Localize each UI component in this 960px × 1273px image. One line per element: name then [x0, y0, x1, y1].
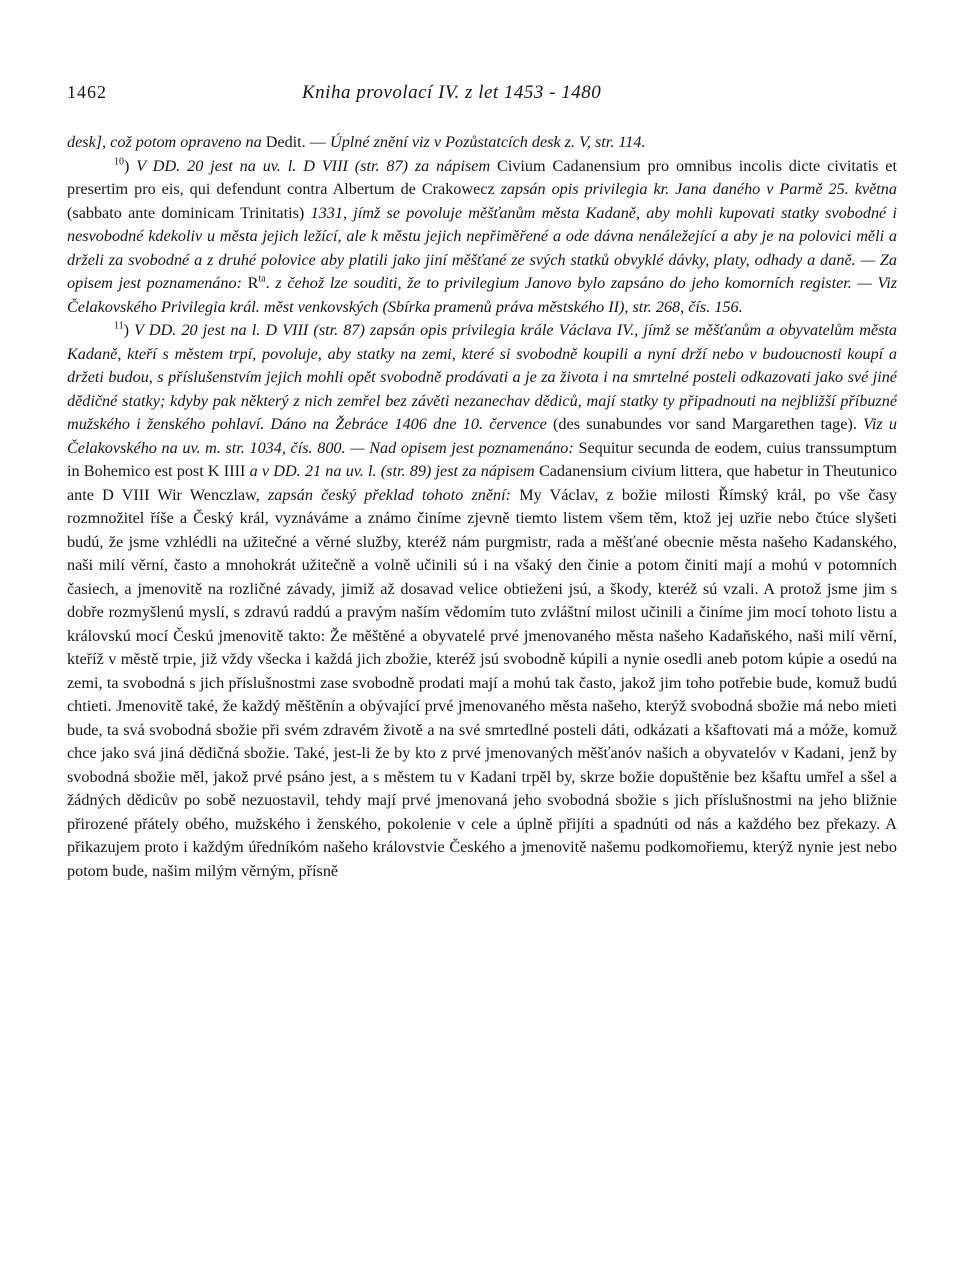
superscript-text: ta — [258, 273, 266, 285]
roman-text: Civium Cadanensium pro omnibus incolis dicte civitatis et presertim pro eis, qui defendunt contra Albertum de Crakowecz — [67, 156, 897, 198]
italic-text: desk], což potom opraveno na — [67, 133, 266, 151]
footnote-marker: 10 — [114, 156, 124, 168]
italic-text: z čehož lze souditi, že to privilegium Janovo bylo zapsáno do jeho komorních register. — Viz Čelakovského Privilegia král. měst venkovských (Sbírka pramenů práva městského II), str. 268, čís. 156. — [67, 274, 897, 316]
roman-text: . — [265, 274, 276, 292]
roman-text: Sequitur secunda de eodem, cuius transsumptum in Bohemico est post K IIII — [67, 438, 897, 480]
footnote-10 — [67, 155, 897, 320]
footnote-marker-paren: ) — [124, 156, 130, 175]
page-header — [67, 82, 897, 112]
roman-text: (sabbato ante dominicam Trinitatis) — [67, 203, 311, 222]
document-page — [67, 82, 897, 883]
footnote-11 — [67, 319, 897, 883]
roman-text: My Václav, z božie milosti Římský král, po vše časy rozmnožitel říše a Český král, vyznáváme a známo činíme zjevně tiemto listem všem těm, ktož jej uzřie nebo čtúce slyšeti budú, že jsme vzhlédli na užitečné a věrné služby, kteréž nám purgmistr, rada a měšťané obecnie města našeho Kadanského, naši milí věrní, často a mnohokrát užitečně a volně učinili sú i na všaký den činie a potom činiti mají a mohú v potomních časiech, a jmenovitě na rozličné závady, jimiž až dosavad velice obtieženi jsú, a škody, kteréž sú vzali. A protož jsme jim s dobře rozmyšlenú myslí, s zdravú raddú a pravým naším vědomím tuto zvláštní milost učinili a činíme jim mocí tohoto listu a královskú mocí Českú jmenovitě takto: Že měštěné a obyvatelé prvé jmenovaného města našeho Kadaňského, naši milí věrní, kteříž v městě trpie, již vždy všecka i každá jich zbožie, kteréž jsú svobodně kúpili a nynie osedli aneb potom kúpie a osedú na zemi, ta svobodná s jich příslušnostmi zase svobodně prodati mají a mohú tak často, jakož jim toho potřebie bude, komuž budú chtieti. Jmenovitě také, že každý měštěnín a obývající prvé jmenovaného města našeho, kterýž svobodná sbožie má nebo mieti bude, ta svá svobodná sbožie při svém zdravém životě a na své smrtedlné posteli dáti, odkázati a kšaftovati má a móže, komuž chce jako svá jiná dědičná sbožie. Také, jest-li že by kto z prvé jmenovaných měšťanóv našich a obyvatelóv v Kadani, jenž by svobodná sbožie měl, jakož prvé psáno jest, a s městem tu v Kadani trpěl by, skrze božie dopuštěnie bez kšaftu umřel a sšel a žádných dědicův po sobě nezuostavil, tehdy mají prvé jmenovaná jeho svobodná sbožie s jich příslušnostmi na jeho bližnie přirozené přátely obého, mužského i ženského, pokolenie v cele a úplně přijíti a spadnúti od nás a každého bez překazy. A přikazujem proto i každým úředníkóm našeho královstvie Českého a jmenovitě našemu podkomořiemu, kterýž nynie jest nebo potom bude, našim milým věrným, přísně — [67, 485, 898, 880]
italic-text: zapsán český překlad tohoto znění: — [267, 485, 520, 504]
italic-text: zapsán opis privilegia kr. Jana daného v Parmě 25. května — [500, 180, 897, 198]
italic-text: V DD. 20 jest na l. D VIII (str. 87) zapsán opis privilegia krále Václava IV., jímž se měšťanům a obyvatelům města Kadaně, kteří s městem trpí, povoluje, aby statky na zemi, které si svobodně koupili a nyní drží nebo v budoucnosti koupí a držeti budou, s příslušenstvím jejich mohli opět svobodně prodávati a je za života i na smrtelné posteli odkazovati jako své jiné dědičné statky; kdyby pak některý z nich zemřel bez závěti nezanechav dědiců, mají statky ty připadnouti na nejbližší příbuzné mužského i ženského pohlaví. Dáno na Žebráce 1406 dne 10. července — [67, 321, 897, 433]
italic-text: 1331, jímž se povoluje měšťanům města Kadaně, aby mohli kupovati statky svobodné i nesvobodné kdekoliv u města jejich ležící, ale k městu jejich nepřiměřené a ode dávna nenáležející a aby je na polovici měli a drželi za svobodné a z druhé polovice aby platili jako jiní měšťané ze svých statků obvyklé dávky, platy, odhady a daně. — Za opisem jest poznamenáno: — [67, 203, 897, 292]
footnote-marker: 11 — [114, 320, 124, 332]
italic-text: a v DD. 21 na uv. l. (str. 89) jest za nápisem — [249, 462, 539, 480]
roman-text: (des sunabundes vor sand Margarethen tage). — [553, 415, 864, 433]
roman-text: R — [247, 274, 259, 292]
page-number: 1462 — [67, 82, 107, 102]
italic-text: V DD. 20 jest na uv. l. D VIII (str. 87) za nápisem — [129, 156, 498, 175]
footnote-marker-paren: ) — [123, 321, 130, 339]
continuation-paragraph — [67, 131, 897, 155]
running-title: Kniha provolací IV. z let 1453 - 1480 — [302, 82, 602, 103]
body-text — [67, 131, 897, 883]
roman-text: Cadanensium civium littera, que habetur in Theutunico ante D VIII Wir Wenczlaw, — [67, 462, 897, 504]
italic-text: Úplné znění viz v Pozůstatcích desk z. V, str. 114. — [330, 133, 646, 151]
italic-text: Viz u Čelakovského na uv. m. str. 1034, čís. 800. — Nad opisem jest poznamenáno: — [67, 415, 897, 457]
roman-text: Dedit. — — [265, 133, 331, 151]
